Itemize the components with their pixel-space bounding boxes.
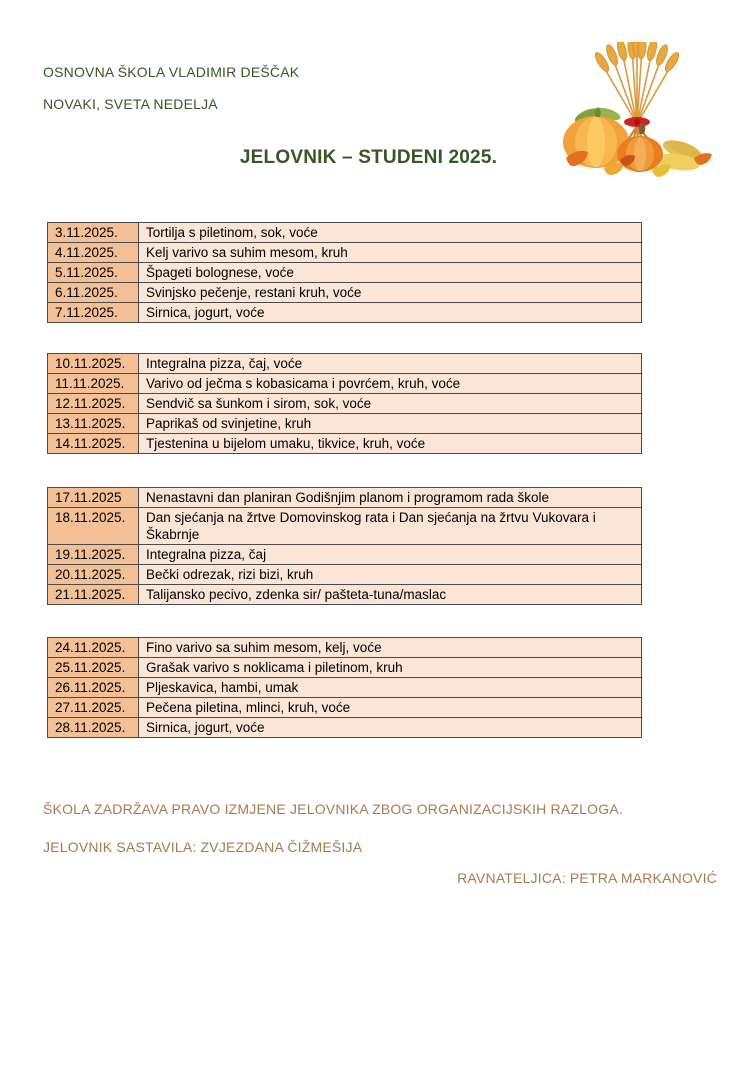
menu-date-cell: 14.11.2025. <box>48 434 139 454</box>
menu-item-cell: Tortilja s piletinom, sok, voće <box>139 223 642 243</box>
menu-date-cell: 7.11.2025. <box>48 303 139 323</box>
table-row <box>48 374 642 394</box>
menu-item-cell: Svinjsko pečenje, restani kruh, voće <box>139 283 642 303</box>
table-row <box>48 658 642 678</box>
school-location: NOVAKI, SVETA NEDELJA <box>43 96 218 112</box>
menu-item-cell: Paprikaš od svinjetine, kruh <box>139 414 642 434</box>
menu-date-cell: 10.11.2025. <box>48 354 139 374</box>
table-row <box>48 223 642 243</box>
menu-date-cell: 5.11.2025. <box>48 263 139 283</box>
menu-table-week-1 <box>47 222 642 323</box>
menu-item-cell: Fino varivo sa suhim mesom, kelj, voće <box>139 638 642 658</box>
menu-date-cell: 17.11.2025 <box>48 488 139 508</box>
table-row <box>48 243 642 263</box>
table-row <box>48 678 642 698</box>
menu-date-cell: 11.11.2025. <box>48 374 139 394</box>
table-row <box>48 414 642 434</box>
menu-date-cell: 20.11.2025. <box>48 565 139 585</box>
table-row <box>48 565 642 585</box>
table-row <box>48 698 642 718</box>
menu-item-cell: Pečena piletina, mlinci, kruh, voće <box>139 698 642 718</box>
table-row <box>48 434 642 454</box>
menu-date-cell: 21.11.2025. <box>48 585 139 605</box>
page-title: JELOVNIK – STUDENI 2025. <box>239 147 498 168</box>
table-row <box>48 488 642 508</box>
menu-date-cell: 19.11.2025. <box>48 545 139 565</box>
table-row <box>48 283 642 303</box>
menu-date-cell: 13.11.2025. <box>48 414 139 434</box>
footer-composed-by: JELOVNIK SASTAVILA: ZVJEZDANA ČIŽMEŠIJA <box>43 839 363 855</box>
menu-item-cell: Sendvič sa šunkom i sirom, sok, voće <box>139 394 642 414</box>
menu-item-cell: Sirnica, jogurt, voće <box>139 303 642 323</box>
table-row <box>48 303 642 323</box>
footer-disclaimer: ŠKOLA ZADRŽAVA PRAVO IZMJENE JELOVNIKA ZBOG ORGANIZACIJSKIH RAZLOGA. <box>43 801 623 817</box>
table-row <box>48 718 642 738</box>
menu-item-cell: Varivo od ječma s kobasicama i povrćem, kruh, voće <box>139 374 642 394</box>
menu-item-cell: Pljeskavica, hambi, umak <box>139 678 642 698</box>
menu-date-cell: 18.11.2025. <box>48 508 139 545</box>
table-row <box>48 508 642 545</box>
menu-item-cell: Dan sjećanja na žrtve Domovinskog rata i Dan sjećanja na žrtvu Vukovara i Škabrnje <box>139 508 642 545</box>
menu-date-cell: 24.11.2025. <box>48 638 139 658</box>
menu-item-cell: Talijansko pecivo, zdenka sir/ pašteta-tuna/maslac <box>139 585 642 605</box>
table-row <box>48 354 642 374</box>
menu-item-cell: Integralna pizza, čaj, voće <box>139 354 642 374</box>
menu-item-cell: Nenastavni dan planiran Godišnjim planom i programom rada škole <box>139 488 642 508</box>
table-row <box>48 394 642 414</box>
menu-date-cell: 12.11.2025. <box>48 394 139 414</box>
table-row <box>48 545 642 565</box>
school-name: OSNOVNA ŠKOLA VLADIMIR DEŠČAK <box>43 64 300 80</box>
menu-item-cell: Integralna pizza, čaj <box>139 545 642 565</box>
menu-item-cell: Grašak varivo s noklicama i piletinom, kruh <box>139 658 642 678</box>
menu-date-cell: 28.11.2025. <box>48 718 139 738</box>
footer-principal: RAVNATELJICA: PETRA MARKANOVIĆ <box>457 870 717 886</box>
menu-table-week-3 <box>47 487 642 605</box>
menu-item-cell: Tjestenina u bijelom umaku, tikvice, kruh, voće <box>139 434 642 454</box>
menu-table-week-2 <box>47 353 642 454</box>
menu-date-cell: 6.11.2025. <box>48 283 139 303</box>
menu-date-cell: 4.11.2025. <box>48 243 139 263</box>
menu-date-cell: 3.11.2025. <box>48 223 139 243</box>
table-row <box>48 638 642 658</box>
menu-table-week-4 <box>47 637 642 738</box>
menu-item-cell: Bečki odrezak, rizi bizi, kruh <box>139 565 642 585</box>
menu-item-cell: Špageti bolognese, voće <box>139 263 642 283</box>
menu-date-cell: 27.11.2025. <box>48 698 139 718</box>
menu-date-cell: 25.11.2025. <box>48 658 139 678</box>
menu-date-cell: 26.11.2025. <box>48 678 139 698</box>
table-row <box>48 263 642 283</box>
menu-item-cell: Kelj varivo sa suhim mesom, kruh <box>139 243 642 263</box>
menu-item-cell: Sirnica, jogurt, voće <box>139 718 642 738</box>
table-row <box>48 585 642 605</box>
